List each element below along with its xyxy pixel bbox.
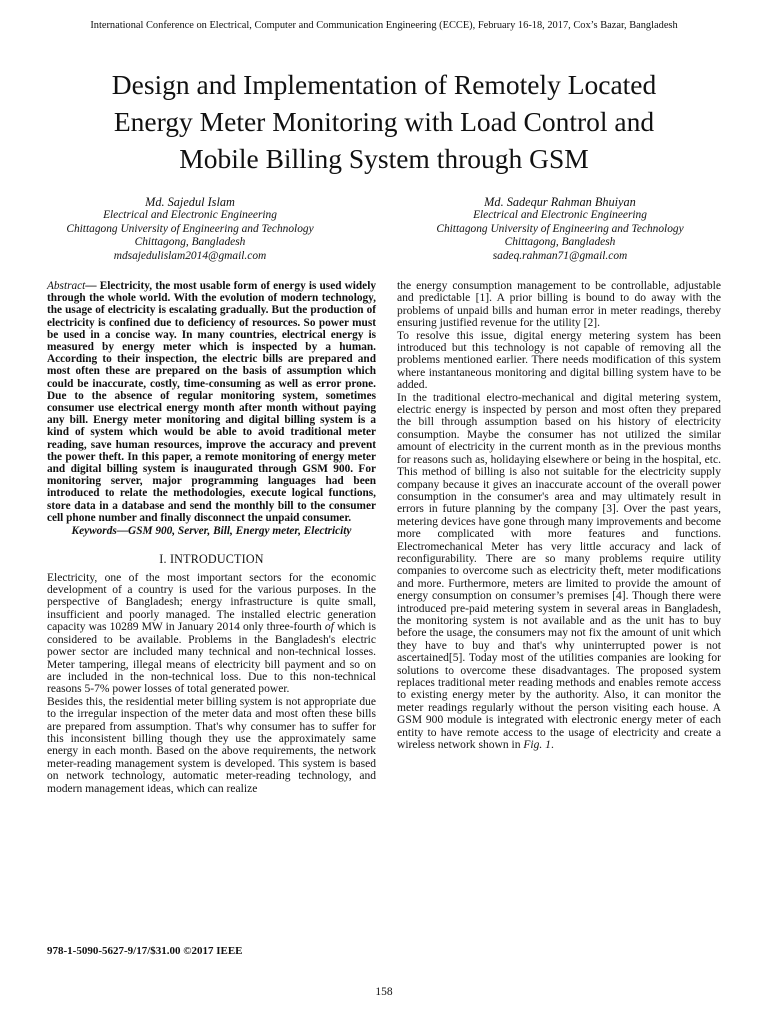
intro-p1-text-a: Electricity, one of the most important sectors for the economic development of a country is used for the various purposes. In the perspective of Bangladesh; energy infrastructure is quite small, insufficient and poorly managed. The installed electric generation capacity was 10289 MW in January 2014 only three-fourth <box>47 571 376 634</box>
abstract-label: Abstract <box>47 280 86 292</box>
author-name: Md. Sajedul Islam <box>145 195 235 209</box>
author-university: Chittagong University of Engineering and Technology <box>436 222 684 235</box>
isbn-copyright: 978-1-5090-5627-9/17/$31.00 ©2017 IEEE <box>47 945 243 957</box>
figure-reference: Fig. 1 <box>523 739 551 752</box>
author-block-1 <box>30 196 350 263</box>
author-university: Chittagong University of Engineering and Technology <box>66 222 314 235</box>
right-p3-end: . <box>550 739 554 752</box>
left-column <box>47 280 376 795</box>
intro-p1-text-b: which is considered to be available. Problems in the Bangladesh's electric power sector are included many technical and non-technical losses. Meter tampering, illegal means of electricity bill payment and so on are included in the non-technical loss. Due to this non-technical reasons 5-7% power losses of total generated power. <box>47 621 376 696</box>
author-email: sadeq.rahman71@gmail.com <box>492 249 628 262</box>
author-block-2 <box>400 196 720 263</box>
right-paragraph-3 <box>397 392 721 752</box>
author-email: mdsajedulislam2014@gmail.com <box>113 249 267 262</box>
conference-header: International Conference on Electrical, Computer and Communication Engineering (ECCE), February 16-18, 2017, Cox’s Bazar, Bangladesh <box>90 20 678 31</box>
title-line-1: Design and Implementation of Remotely Located <box>111 69 657 100</box>
author-dept: Electrical and Electronic Engineering <box>103 209 277 222</box>
author-city: Chittagong, Bangladesh <box>504 236 616 249</box>
page-number: 158 <box>375 986 393 998</box>
right-p3-text: In the traditional electro-mechanical and digital metering system, electric energy is inspected by person and most often they prepared the bill through assumption based on his history of electricity consumption. Maybe the consumer has not utilized the similar amount of electricity in the current month as in the previous months for reasons such as, holidaying elsewhere or being in the hospital, etc. This method of billing is also not suitable for the electricity supply company because it gives an inaccurate account of the overall power consumption in the consumer's area and may ultimately result in errors in future planning by the company [3]. Over the past years, metering devices have gone through many improvements and become more complicated with more features and functions. Electromechanical Meter has very little accuracy and lack of reconfigurability. There are so many problems require utility companies to overcome such as electricity theft, meter modifications and more. Furthermore, meters are limited to provide the amount of energy consumption on consumer’s premises [4]. Though there were introduced pre-paid metering system in several areas in Bangladesh, the monitoring system is not available and as the unit has to buy before the usage, the consumers may not fix the amount of unit which they have to buy and that's why uninterrupted power is not ascertained[5]. Today most of the utilities companies are looking for solutions to overcome these disadvantages. The proposed system replaces traditional meter reading methods and enables remote access to existing energy meter by the authority. Also, it can monitor the meter readings regularly without the person visiting each house. A GSM 900 module is integrated with electronic energy meter of each entity to have remote access to the usage of electricity and create a wireless network shown in <box>397 391 721 752</box>
title-line-3: Mobile Billing System through GSM <box>179 143 589 174</box>
section-heading-introduction: I. INTRODUCTION <box>159 552 264 567</box>
right-column <box>397 280 721 751</box>
right-paragraph-2: To resolve this issue, digital energy metering system has been introduced but this technology is not capable of removing all the problems mentioned earlier. There needs modification of this system where instantaneous monitoring and digital billing system have to be added. <box>397 329 721 392</box>
author-dept: Electrical and Electronic Engineering <box>473 209 647 222</box>
title-line-2: Energy Meter Monitoring with Load Control and <box>113 106 655 137</box>
abstract-text: Electricity, the most usable form of energy is used widely through the whole world. With the evolution of modern technology, the usage of electricity is escalating gradually. But the production of electricity is confined due to deficiency of resources. So power must be used in a concise way. In many countries, electrical energy is measured by energy meter which is inspected by a human. According to their inspection, the electric bills are prepared and most often these are prepared on the basis of assumption which could be inaccurate, costly, time-consuming as well as error prone. Due to the absence of regular monitoring system, sometimes consumer use electrical energy month after month without paying any bill. Energy meter monitoring and digital billing system is a kind of system which would be able to avoid traditional meter reading, save human resources, improve the accuracy and prevent the power theft. In this paper, a remote monitoring of energy meter and digital billing system is inaugurated through GSM 900. For monitoring server, major programming languages had been introduced to relate the methodologies, execute logical functions, store data in a database and send the monthly bill to the consumer cell phone number and finally disconnect the unpaid consumer. <box>47 280 376 524</box>
intro-p1-italic-of: of <box>324 621 334 634</box>
intro-paragraph-2: Besides this, the residential meter billing system is not appropriate due to the irregular inspection of the meter data and most often these bills are prepared from assumption. That's why consumer has to suffer for this inconsistent billing though they use the approximately same energy in each month. Based on the above requirements, the network meter-reading management system is developed. This system is based on network technology, automatic meter-reading technology, and modern management ideas, which can realize <box>47 695 376 795</box>
right-paragraph-1: the energy consumption management to be controllable, adjustable and predictable [1]. A prior billing is bound to do away with the problems of unpaid bills and human error in meter readings, thereby ensuring justified revenue for the utility [2]. <box>397 280 721 330</box>
paper-title <box>40 66 728 177</box>
author-city: Chittagong, Bangladesh <box>134 236 246 249</box>
abstract-dash: — <box>85 280 100 292</box>
intro-paragraph-1 <box>47 572 376 696</box>
abstract <box>47 280 376 524</box>
author-name: Md. Sadequr Rahman Bhuiyan <box>484 195 636 209</box>
keywords: Keywords—GSM 900, Server, Bill, Energy meter, Electricity <box>71 525 352 538</box>
